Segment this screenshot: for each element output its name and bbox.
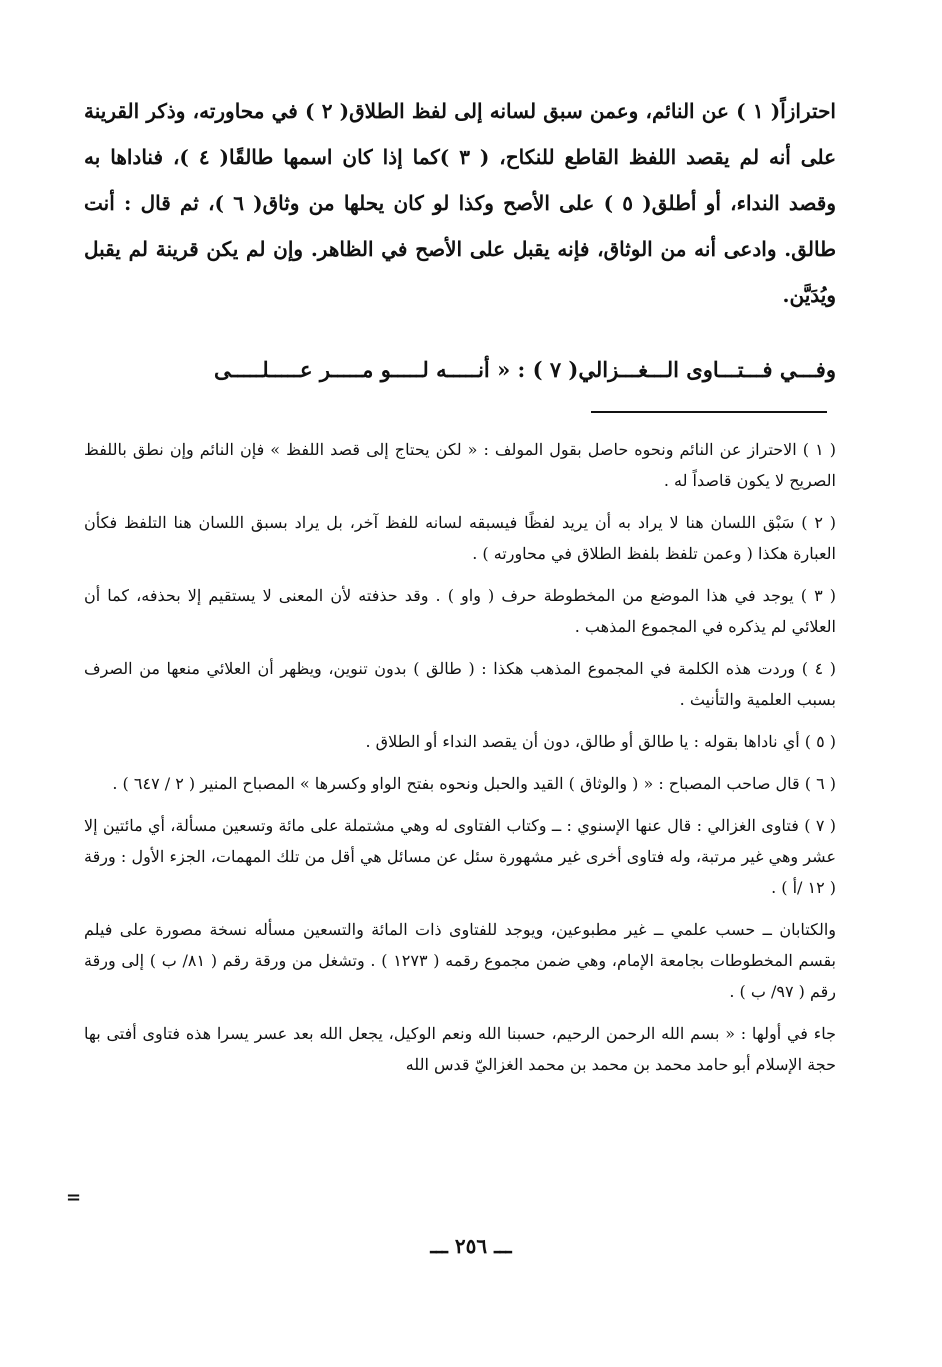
footnote-7-part-1: ( ٧ ) فتاوى الغزالي : قال عنها الإسنوي : ــ وكتاب الفتاوى له وهي مشتملة على مائة وتسعين مسألة، أي مائتين إلا عشر وهي غير مرتبة، وله فتاوى أخرى غير مشهورة سئل عن مسائل هي أقل من تلك المهمات، الجزء الأول : ورقة ( ١٢ /أ ) . xyxy=(84,816,836,897)
footnote-4: ( ٤ ) وردت هذه الكلمة في المجموع المذهب هكذا : ( طالق ) بدون تنوين، ويظهر أن العلائي منعها من الصرف بسبب العلمية والتأنيث . xyxy=(84,659,837,709)
ghazali-fatawa-line: وفـــي فـــتـــاوى الـــغـــزالي( ٧ ) : « أنـــــه لـــــو مـــــر عـــــلـــــى xyxy=(214,357,836,382)
footnote-separator xyxy=(591,411,827,413)
footnote-6: ( ٦ ) قال صاحب المصباح : « ( والوثاق ) القيد والحبل ونحوه بفتح الواو وكسرها » المصباح المنير ( ٢ / ٦٤٧ ) . xyxy=(112,774,836,793)
footnote-1: ( ١ ) الاحتراز عن النائم ونحوه حاصل بقول المولف : « لكن يحتاج إلى قصد اللفظ » فإن النائم وإن نطق باللفظ الصريح لا يكون قاصداً له . xyxy=(84,440,837,490)
main-paragraph: احترازاً( ١ ) عن النائم، وعمن سبق لسانه إلى لفظ الطلاق( ٢ ) في محاورته، وذكر القرينة على أنه لم يقصد اللفظ القاطع للنكاح، ( ٣ )كما إذا كان اسمها طالقًا( ٤ )، فناداها به وقصد النداء، أو أطلق( ٥ ) على الأصح وكذا لو كان يحلها من وثاق( ٦ )، ثم قال : أنت طالق. وادعى أنه من الوثاق، فإنه يقبل على الأصح في الظاهر. وإن لم يكن قرينة لم يقبل ويُدَيَّن. xyxy=(84,99,836,307)
continuation-mark: = xyxy=(66,1187,82,1208)
footnote-2: ( ٢ ) سَبْق اللسان هنا لا يراد به أن يريد لفظًا فيسبقه لسانه للفظ آخر، بل يراد بسبق اللسان هنا التلفظ فكأن العبارة هكذا ( وعمن تلفظ بلفظ الطلاق في محاورته ) . xyxy=(84,513,837,563)
page-number: ـــ ٢٥٦ ـــ xyxy=(430,1234,512,1258)
footnote-5: ( ٥ ) أي ناداها بقوله : يا طالق أو طالق، دون أن يقصد النداء أو الطلاق . xyxy=(365,732,836,751)
main-text xyxy=(84,88,836,318)
footnote-7-part-2: والكتابان ــ حسب علمي ــ غير مطبوعين، ويوجد للفتاوى ذات المائة والتسعين مسأله نسخة مصورة على فيلم بقسم المخطوطات بجامعة الإمام، وهي ضمن مجموع رقمه ( ١٢٧٣ ) . وتشغل من ورقة رقم ( ٨١/ ب ) إلى ورقة رقم ( ٩٧/ ب ) . xyxy=(84,920,837,1001)
footnote-7-part-3: جاء في أولها : « بسم الله الرحمن الرحيم، حسبنا الله ونعم الوكيل، يجعل الله بعد عسر يسرا هذه فتاوى أفتى بها حجة الإسلام أبو حامد محمد بن محمد بن محمد الغزاليّ قدس الله xyxy=(84,1024,836,1074)
footnote-3: ( ٣ ) يوجد في هذا الموضع من المخطوطة حرف ( واو ) . وقد حذفته لأن المعنى لا يستقيم إلا بحذفه، كما أن العلائي لم يذكره في المجموع المذهب . xyxy=(84,586,836,636)
footnotes xyxy=(84,434,836,1091)
